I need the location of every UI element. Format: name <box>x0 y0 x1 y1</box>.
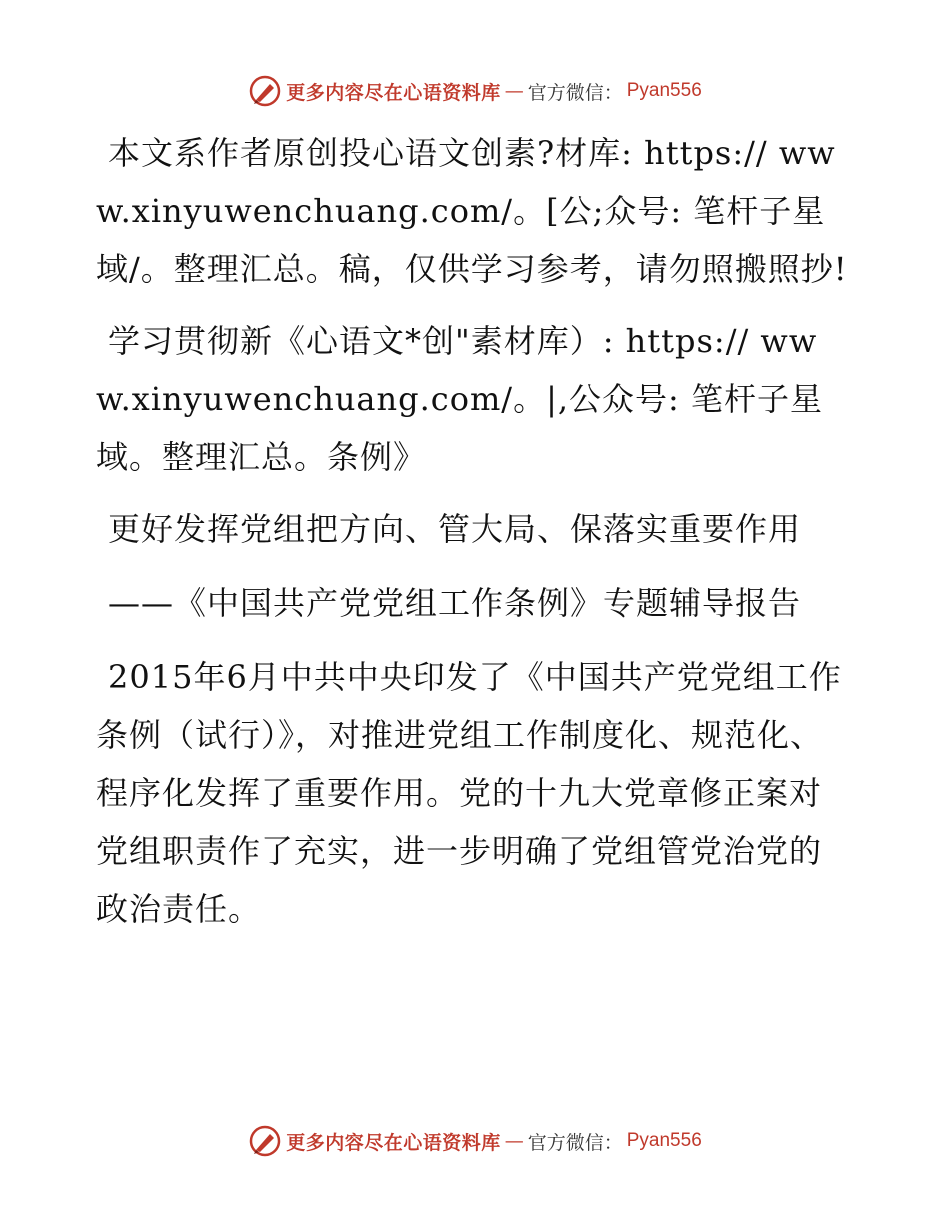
footer-watermark <box>0 1124 950 1158</box>
body-paragraph: 2015年6月中共中央印发了《中国共产党党组工作条例（试行）》，对推进党组工作制度化、规范化、程序化发挥了重要作用。党的十九大党章修正案对党组职责作了充实，进一步明确了党组管党治党的政治责任。 <box>96 658 842 928</box>
pen-logo-icon <box>248 1124 282 1158</box>
pen-logo-icon <box>248 74 282 108</box>
watermark-text: 更多内容尽在心语资料库 <box>286 81 501 104</box>
study-paragraph: 学习贯彻新《心语文*创"素材库）: https:// www.xinyuwenchuang.com/。|,公众号: 笔杆子星域。整理汇总。条例》 <box>96 322 823 476</box>
watermark-text: 更多内容尽在心语资料库 <box>286 1131 501 1154</box>
watermark-separator: — <box>504 1130 524 1152</box>
document-body <box>96 124 850 952</box>
watermark-separator: — <box>504 80 524 102</box>
header-watermark <box>0 74 950 108</box>
source-notice-paragraph: 本文系作者原创投心语文创素?材库: https:// www.xinyuwenchuang.com/。[公;众号: 笔杆子星域/。整理汇总。稿，仅供学习参考，请勿照搬照抄! <box>96 134 848 288</box>
wechat-id: Pyan556 <box>626 80 702 101</box>
wechat-label: 官方微信： <box>527 1131 623 1154</box>
wechat-id: Pyan556 <box>626 1130 702 1151</box>
wechat-label: 官方微信： <box>527 81 623 104</box>
document-title: 更好发挥党组把方向、管大局、保落实重要作用 <box>108 510 802 548</box>
document-subtitle: ——《中国共产党党组工作条例》专题辅导报告 <box>108 584 802 622</box>
